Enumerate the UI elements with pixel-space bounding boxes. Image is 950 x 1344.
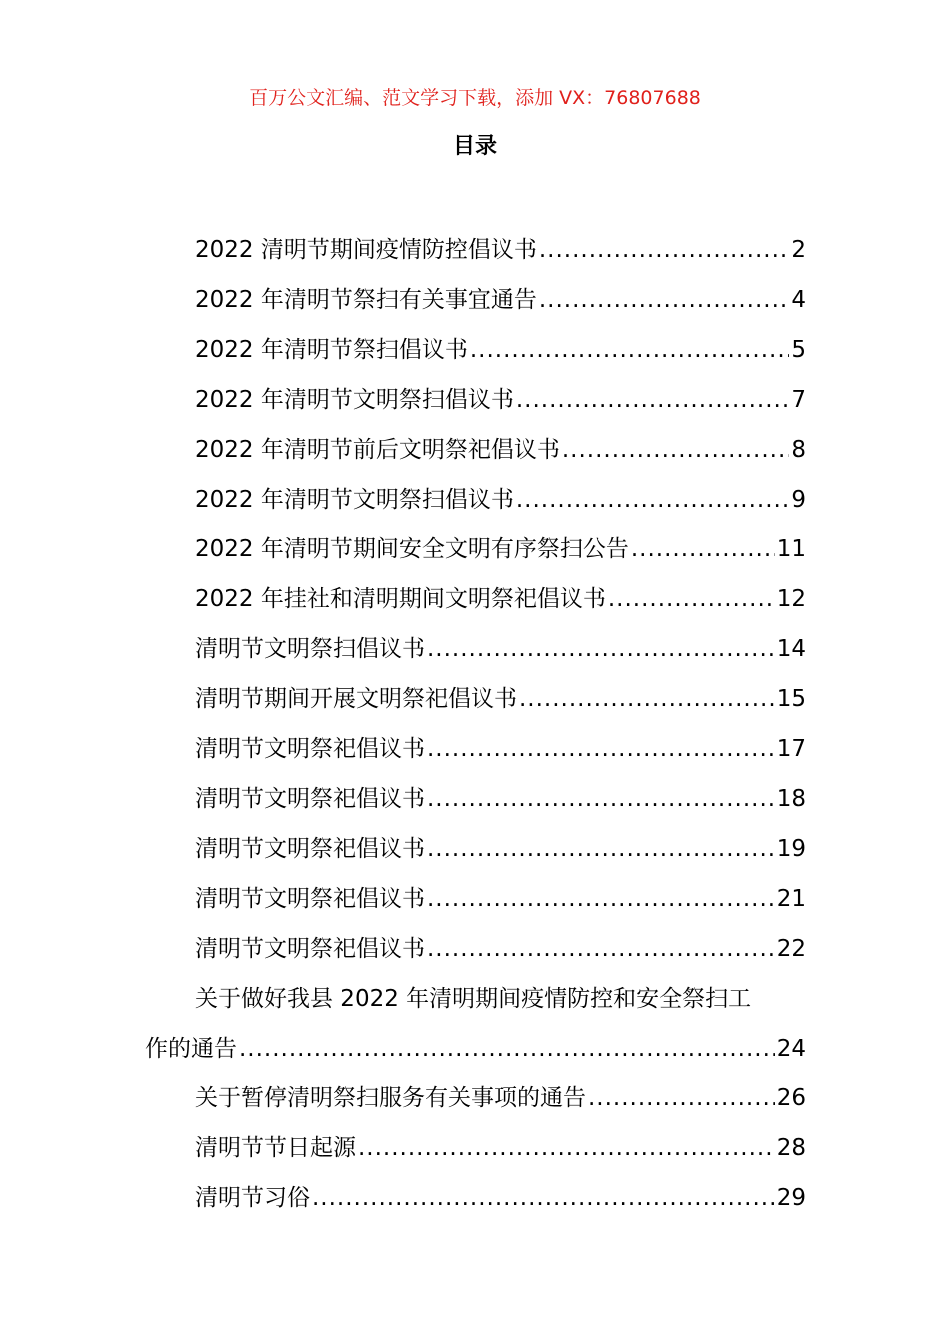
toc-page-number: 28	[776, 1135, 806, 1162]
toc-leader	[427, 725, 775, 775]
toc-entry-title: 清明节文明祭祀倡议书	[195, 885, 425, 912]
toc-entry[interactable]	[145, 675, 806, 725]
toc-leader	[516, 376, 790, 426]
toc-entry-title: 2022 年挂社和清明期间文明祭祀倡议书	[195, 586, 606, 613]
toc-entry[interactable]	[145, 525, 806, 575]
toc-page-number: 7	[791, 386, 806, 413]
toc-leader	[516, 476, 790, 526]
toc-leader	[427, 625, 775, 675]
toc-entry-wrapped[interactable]	[145, 975, 806, 1075]
toc-entry-title: 2022 年清明节文明祭扫倡议书	[195, 486, 514, 513]
page-title: 目录	[452, 134, 497, 159]
toc-page-number: 19	[776, 835, 806, 862]
toc-entry-title: 清明节文明祭扫倡议书	[195, 636, 425, 663]
toc-entry[interactable]	[145, 1174, 806, 1224]
toc-page-number: 2	[791, 237, 806, 263]
toc-entry-title: 清明节文明祭祀倡议书	[195, 785, 425, 812]
toc-page-number: 21	[776, 885, 806, 912]
toc-page-number: 14	[776, 636, 806, 663]
toc-entry[interactable]	[145, 925, 806, 975]
toc-page-number: 9	[791, 486, 806, 513]
toc-leader	[358, 1124, 775, 1174]
toc-entry[interactable]	[145, 426, 806, 476]
toc-entry[interactable]	[145, 575, 806, 625]
toc-leader	[470, 326, 790, 376]
toc-page-number: 24	[776, 1035, 806, 1062]
toc-leader	[539, 226, 790, 276]
toc-entry-title: 清明节文明祭祀倡议书	[195, 835, 425, 862]
toc-entry-title: 清明节节日起源	[195, 1135, 356, 1162]
toc-leader	[562, 426, 790, 476]
toc-entry-title: 2022 年清明节期间安全文明有序祭扫公告	[195, 536, 629, 563]
toc-entry[interactable]	[145, 825, 806, 875]
toc-page-number: 17	[776, 736, 806, 763]
toc-entry-title: 关于暂停清明祭扫服务有关事项的通告	[195, 1085, 586, 1112]
toc-page-number: 12	[776, 586, 806, 613]
toc-entry-title: 2022 年清明节祭扫倡议书	[195, 336, 468, 363]
toc-entry[interactable]	[145, 1124, 806, 1174]
toc-entry[interactable]	[145, 476, 806, 526]
toc-leader	[631, 525, 775, 575]
toc-page-number: 18	[776, 785, 806, 812]
toc-entry-title: 清明节期间开展文明祭祀倡议书	[195, 686, 517, 713]
toc-entry-title: 清明节文明祭祀倡议书	[195, 736, 425, 763]
toc-page-number: 11	[776, 536, 806, 563]
toc-entry-title-line2: 作的通告	[145, 1035, 237, 1062]
toc-leader	[519, 675, 775, 725]
toc-entry-title: 2022 年清明节前后文明祭祀倡议书	[195, 436, 560, 463]
toc-leader	[608, 575, 775, 625]
toc-entry[interactable]	[145, 775, 806, 825]
toc-leader	[312, 1174, 775, 1224]
toc-entry[interactable]	[145, 376, 806, 426]
toc-leader	[427, 775, 775, 825]
toc-page-number: 5	[791, 336, 806, 363]
toc-entry[interactable]	[145, 1074, 806, 1124]
toc-leader	[427, 925, 775, 975]
toc-leader	[239, 1025, 775, 1075]
toc-entry[interactable]	[145, 875, 806, 925]
toc-entry-title: 清明节文明祭祀倡议书	[195, 935, 425, 962]
toc-page-number: 22	[776, 935, 806, 962]
toc-entry-title: 2022 年清明节文明祭扫倡议书	[195, 386, 514, 413]
table-of-contents	[145, 226, 806, 1224]
toc-entry[interactable]	[145, 326, 806, 376]
toc-page-number: 15	[776, 686, 806, 713]
toc-entry-title-line1: 关于做好我县 2022 年清明期间疫情防控和安全祭扫工	[195, 985, 752, 1012]
toc-leader	[539, 276, 790, 326]
toc-entry-title: 清明节习俗	[195, 1185, 310, 1212]
toc-leader	[588, 1074, 775, 1124]
toc-entry[interactable]	[145, 276, 806, 326]
toc-page-number: 8	[791, 436, 806, 463]
toc-page-number: 4	[791, 286, 806, 313]
toc-leader	[427, 825, 775, 875]
toc-entry-title: 2022 清明节期间疫情防控倡议书	[195, 237, 537, 263]
toc-leader	[427, 875, 775, 925]
watermark-banner: 百万公文汇编、范文学习下载，添加 VX：76807688	[249, 87, 701, 109]
toc-entry[interactable]	[145, 226, 806, 276]
toc-entry[interactable]	[145, 725, 806, 775]
toc-page-number: 26	[776, 1085, 806, 1112]
toc-page-number: 29	[776, 1185, 806, 1212]
toc-entry[interactable]	[145, 625, 806, 675]
toc-entry-title: 2022 年清明节祭扫有关事宜通告	[195, 286, 537, 313]
